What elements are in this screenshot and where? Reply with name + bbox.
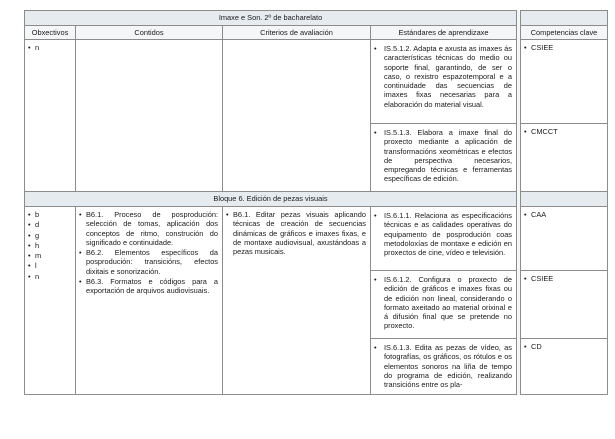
competence-item: • CAA: [524, 210, 603, 219]
criterion-item: • B6.1. Editar pezas visuais aplicando técnicas de creación de secuencias dinámicas de gráficos e imaxes fixas, e de montaxe audiovisual, axustándoas a pezas musicais.: [226, 210, 366, 256]
col-header-competences: Competencias clave: [521, 26, 608, 40]
competence-cell: [521, 271, 608, 339]
contents-cell: [76, 207, 223, 395]
standard-item: • IS.6.1.3. Edita as pezas de vídeo, as fotografías, os gráficos, os rótulos e os elementos sonoros na liña de tempo do programa de edición, realizando transicións entre os pla-: [374, 343, 512, 389]
standard-item: • IS.5.1.2. Adapta e axusta as imaxes ás características técnicas do medio ou soporte final, garantindo, de ser o caso, o rexistro espazotemporal e a continuidade das secuencias de imaxes fixas necesarias para a elaboración do material visual.: [374, 44, 512, 109]
competence-item: • CD: [524, 342, 603, 351]
standard-cell: [371, 40, 517, 124]
competence-item: • CSIEE: [524, 43, 603, 52]
col-header-contents: Contidos: [76, 26, 223, 40]
objective-item: • n: [28, 43, 71, 52]
content-item: • B6.2. Elementos específicos da posprodución: transicións, efectos dixitais e sonorización.: [79, 248, 218, 276]
standard-item: • IS.6.1.2. Configura o proxecto de edición de gráficos e imaxes fixas ou de edición non lineal, considerando o formato axeitado ao material orixinal e á difusión final que se pretende no proxecto.: [374, 275, 512, 331]
standard-cell: [371, 271, 517, 339]
objective-item: • d: [28, 220, 71, 229]
objective-item: • m: [28, 251, 71, 260]
standard-cell: [371, 124, 517, 192]
objectives-cell: [25, 207, 76, 395]
content-item: • B6.3. Formatos e códigos para a exportación de arquivos audiovisuais.: [79, 277, 218, 296]
course-title: Imaxe e Son. 2º de bacharelato: [25, 11, 517, 26]
standard-cell: [371, 207, 517, 271]
content-item: • B6.1. Proceso de posprodución: selección de tomas, aplicación dos conceptos de ritmo, construción do significado e continuidade.: [79, 210, 218, 247]
criteria-cell: [223, 207, 371, 395]
col-header-objectives: Obxectivos: [25, 26, 76, 40]
standard-cell: [371, 339, 517, 395]
col-header-criteria: Criterios de avaliación: [223, 26, 371, 40]
col-header-standards: Estándares de aprendizaxe: [371, 26, 517, 40]
standard-item: • IS.6.1.1. Relaciona as especificacións técnicas e as calidades operativas do equipamento de posprodución coas metodoloxías de montaxe e edición en proxectos de cine, vídeo e televisión.: [374, 211, 512, 257]
competence-cell: [521, 339, 608, 395]
objective-item: • g: [28, 231, 71, 240]
block-title-empty: [521, 192, 608, 207]
standard-item: • IS.5.1.3. Elabora a imaxe final do proxecto mediante a aplicación de transformacións xeométricas e efectos de perspectiva necesarios, empregando técnicas e ferramentas específicas de edición.: [374, 128, 512, 184]
competence-item: • CMCCT: [524, 127, 603, 136]
competence-cell: [521, 207, 608, 271]
competence-cell: [521, 40, 608, 124]
contents-cell-empty: [76, 40, 223, 192]
objective-item: • b: [28, 210, 71, 219]
block-title: Bloque 6. Edición de pezas visuais: [25, 192, 517, 207]
curriculum-table: [24, 10, 608, 395]
objective-item: • l: [28, 261, 71, 270]
competence-item: • CSIEE: [524, 274, 603, 283]
course-title-empty: [521, 11, 608, 26]
criteria-cell-empty: [223, 40, 371, 192]
competence-cell: [521, 124, 608, 192]
objectives-cell: [25, 40, 76, 192]
objective-item: • h: [28, 241, 71, 250]
objective-item: • n: [28, 272, 71, 281]
